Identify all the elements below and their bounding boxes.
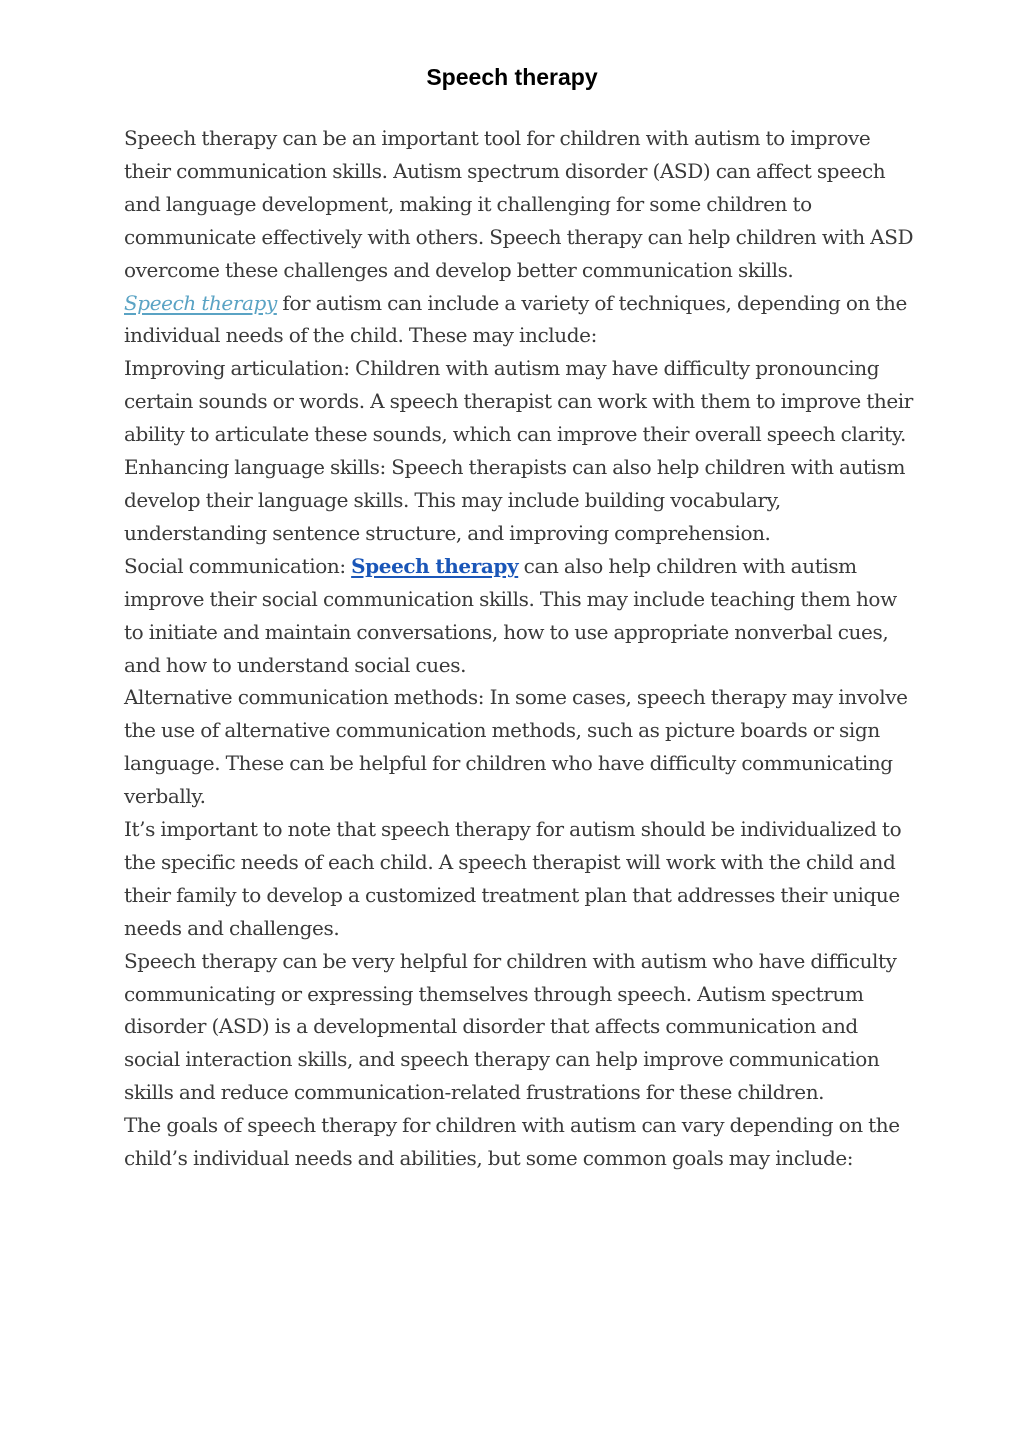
page-title: Speech therapy	[426, 64, 598, 90]
paragraph-individualized: It’s important to note that speech therapy for autism should be individualized to the specific needs of each child. A speech therapist will work with the child and their family to develop a customized treatment plan that addresses their unique needs and challenges.	[124, 817, 902, 940]
paragraph-language-skills: Enhancing language skills: Speech therapists can also help children with autism develop their language skills. This may include building vocabulary, understanding sentence structure, and improving comprehension.	[124, 455, 906, 545]
document-body	[124, 122, 914, 1175]
paragraph-goals: The goals of speech therapy for children with autism can vary depending on the child’s individual needs and abilities, but some common goals may include:	[124, 1113, 900, 1171]
paragraph-techniques	[124, 287, 914, 353]
speech-therapy-link[interactable]: Speech therapy	[124, 290, 277, 315]
speech-therapy-bold-link[interactable]: Speech therapy	[351, 553, 519, 578]
paragraph-social-communication	[124, 550, 914, 682]
paragraph-social-label: Social communication:	[124, 553, 352, 578]
paragraph-techniques-text: for autism can include a variety of techniques, depending on the individual needs of the child. These may include:	[124, 290, 907, 348]
paragraph-intro: Speech therapy can be an important tool for children with autism to improve their communication skills. Autism spectrum disorder (ASD) can affect speech and language development, making it challenging for some children to communicate effectively with others. Speech therapy can help children with ASD overcome these challenges and develop better communication skills.	[124, 126, 914, 282]
paragraph-helpful: Speech therapy can be very helpful for children with autism who have difficulty communicating or expressing themselves through speech. Autism spectrum disorder (ASD) is a developmental disorder that affects communication and social interaction skills, and speech therapy can help improve communication skills and reduce communication-related frustrations for these children.	[124, 948, 897, 1105]
paragraph-articulation: Improving articulation: Children with autism may have difficulty pronouncing certain sounds or words. A speech therapist can work with them to improve their ability to articulate these sounds, which can improve their overall speech clarity.	[124, 356, 913, 447]
paragraph-alternative-methods: Alternative communication methods: In some cases, speech therapy may involve the use of alternative communication methods, such as picture boards or sign language. These can be helpful for children who have difficulty communicating verbally.	[124, 685, 908, 809]
paragraph-social-text: can also help children with autism improve their social communication skills. This may include teaching them how to initiate and maintain conversations, how to use appropriate nonverbal cues, and how to understand social cues.	[124, 553, 897, 677]
